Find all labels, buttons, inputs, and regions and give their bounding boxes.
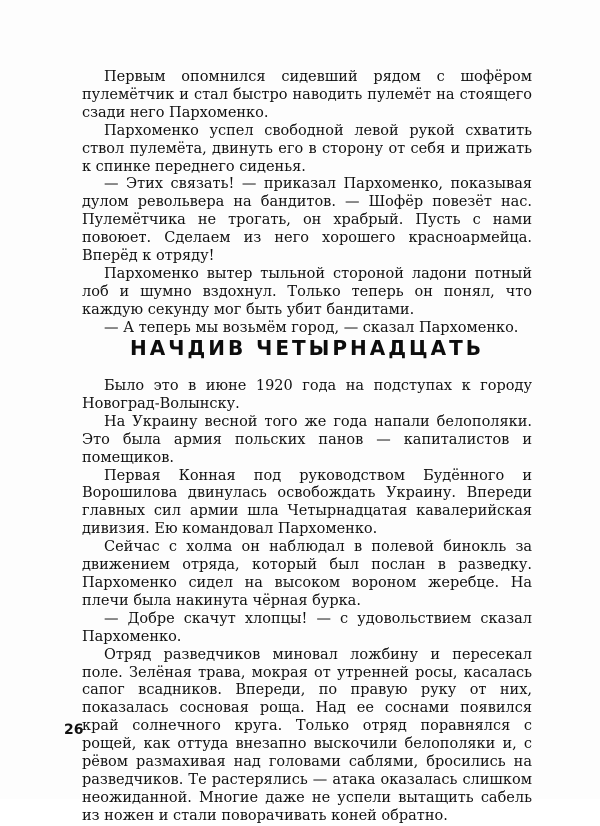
paragraph: Сейчас с холма он наблюдал в полевой бинокль за движением отряда, который был послан в разведку. Пархоменко сидел на высоком вороном жеребце. На плечи была накинута чёрная бурка. [82,539,532,609]
paragraph: Первым опомнился сидевший рядом с шофёром пулемётчик и стал быстро наводить пулемёт на стоящего сзади него Пархоменко. [82,69,532,121]
paragraph: На Украину весной того же года напали белополяки. Это была армия польских панов — капиталистов и помещиков. [82,413,532,466]
page-number: 26 [64,722,84,738]
top-text-block [82,69,532,338]
chapter-title: НАЧДИВ ЧЕТЫРНАДЦАТЬ [130,336,484,360]
paragraph: — Этих связать! — приказал Пархоменко, показывая дулом револьвера на бандитов. — Шофёр повезёт нас. Пулемётчика не трогать, он храбрый. Пусть с нами повоюет. Сделаем из него хорошего красноармейца. Вперёд к отряду! [82,176,532,265]
paragraph: Отряд разведчиков миновал ложбину и пересекал поле. Зелёная трава, мокрая от утренней росы, касалась сапог всадников. Впереди, по правую руку от них, показалась сосновая роща. Над ее соснами появился край солнечного круга. Только отряд поравнялся с рощей, как оттуда внезапно выскочили белополяки и, с рёвом размахивая над головами саблями, бросились на разведчиков. Те растерялись — атака оказалась слишком неожиданной. Многие даже не успели вытащить сабель из ножен и стали поворачивать коней обратно. [82,646,532,824]
paragraph: — А теперь мы возьмём город, — сказал Пархоменко. [104,319,519,336]
paragraph: Пархоменко успел свободной левой рукой схватить ствол пулемёта, двинуть его в сторону от себя и прижать к спинке переднего сиденья. [82,122,532,175]
paragraph: Было это в июне 1920 года на подступах к городу Новоград-Волынску. [82,378,532,412]
chapter-text-block [82,378,532,826]
paragraph: Пархоменко вытер тыльной стороной ладони потный лоб и шумно вздохнул. Только теперь он понял, что каждую секунду мог быть убит бандитами. [82,265,532,318]
paragraph: Первая Конная под руководством Будённого и Ворошилова двинулась освобождать Украину. Впереди главных сил армии шла Четырнадцатая кавалерийская дивизия. Ею командовал Пархоменко. [82,467,532,538]
paragraph: — Добре скачут хлопцы! — с удовольствием сказал Пархоменко. [82,610,532,645]
